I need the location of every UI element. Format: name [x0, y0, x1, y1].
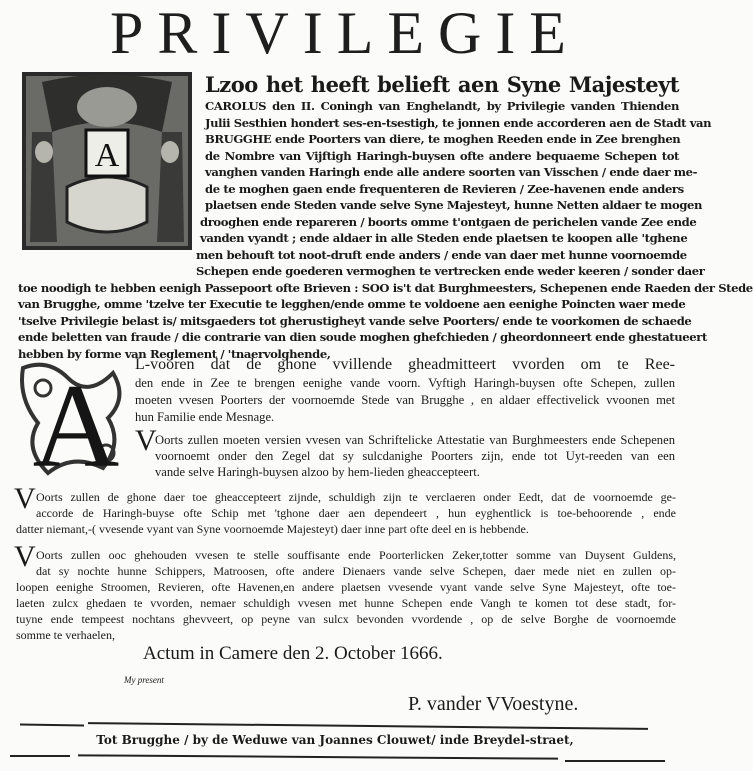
signature: P. vander VVoestyne.	[408, 693, 579, 715]
text-line: 'tselve Privilegie belast is/ mitsgaeders tot gherustigheyt vande selve Poorters/ ende te voorkomen de schaede	[18, 313, 692, 328]
text-line: Oorts zullen moeten versien vvesen van Schriftelicke Attestatie van Burghmeesters ende Schepenen	[155, 433, 675, 447]
text-line: somme te verhaelen,	[16, 628, 115, 642]
text-line: hebben by forme van Reglement / 'tnaervolghende,	[18, 346, 331, 361]
text-line: vande selve Haringh-buysen alzoo by hem-lieden gheaccepteert.	[155, 465, 480, 479]
text-line: accorde de Haringh-buyse ofte Schip met 'tghone daer aen dependeert , hun eyghentlick is toe-behoorende , ende	[36, 506, 676, 520]
text-line: Oorts zullen de ghone daer toe gheaccepteert zijnde, schuldigh zijn te verclaeren onder Eedt, dat de voornoemde ge-	[36, 490, 676, 504]
text-line: moeten vvesen Poorters der voornoemde Stede van Brugghe , en aldaer effectivelick vvoonen met	[135, 393, 675, 407]
divider	[565, 760, 665, 762]
woodcut-illustration	[22, 72, 192, 250]
initial-letter: A	[32, 359, 120, 492]
text-line: BRUGGHE ende Poorters van diere, te moghen Reeden ende in Zee brenghen	[205, 132, 681, 146]
dated-line: Actum in Camere den 2. October 1666.	[143, 643, 443, 664]
initial-v: V	[14, 482, 36, 515]
text-line: CAROLUS den II. Coningh van Enghelandt, by Privilegie vanden Thienden	[205, 99, 679, 113]
text-line: datter niemant,-( vvesende vyant van Syne voornoemde Majesteyt) daer inne part ofte deel en is hebbende.	[16, 522, 529, 536]
text-line: ende beletten van fraude / die contrarie van dien soude moghen ghefchieden / gheordonneert ende ghestatueert	[18, 330, 707, 344]
text-line: toe noodigh te hebben eenigh Passepoort ofte Brieven : SOO is't dat Burghmeesters, Schepenen ende Raeden der Stede	[18, 280, 753, 295]
text-line: vanghen vanden Haringh ende alle andere soorten van Visschen / ende daer me-	[205, 165, 698, 179]
text-line: hun Familie ende Mesnage.	[135, 410, 275, 424]
woodcut-letter: A	[94, 137, 120, 174]
present-note: My present	[124, 675, 164, 685]
initial-v: V	[135, 424, 157, 457]
text-line: laeten zulcx ghedaen te vvorden, nemaer schuldigh vvesen met hunne Schepen ende Vangh te komen tot dese stadt, for-	[16, 596, 676, 610]
text-line: tuyne ende tempeest nochtans ghevveert, op peyne van sulcx bevonden vvordende , op de selve Borghe de voornoemde	[16, 612, 676, 626]
text-line: van Brugghe, omme 'tzelve ter Executie te legghen/ende omme te voldoene aen eenighe Poincten waer mede	[18, 297, 686, 311]
text-line: loopen eenighe Stroomen, Revieren, ofte Havenen,en andere plaetsen vvesende vyant vande selve Syne Majesteyt, ofte toe-	[16, 580, 676, 594]
decorated-initial	[18, 358, 130, 492]
text-line: de Nombre van Vijftigh Haringh-buysen ofte andere bequaeme Schepen tot	[205, 148, 679, 163]
initial-v: V	[14, 540, 36, 573]
text-line: vanden vyandt ; ende aldaer in alle Steden ende plaetsen te koopen alle 'tghene	[200, 231, 688, 245]
text-line: Oorts zullen ooc ghehouden vvesen te stelle souffisante ende Poorterlicken Zeker,totter somme van Duysent Guldens,	[36, 548, 676, 562]
text-line: Schepen ende goederen vermoghen te vertrecken ende weder keeren / sonder daer	[196, 264, 705, 278]
divider	[78, 754, 558, 759]
divider	[10, 755, 70, 757]
text-line: L-vooren dat de ghone vvillende gheadmitteert vvorden om te Ree-	[135, 356, 675, 373]
text-line: voornoemt onder den Zegel dat sy sulcdanighe Poorters zijn, ende tot Uyt-reeden van een	[155, 449, 675, 463]
text-line: de te moghen gaen ende frequenteren de Revieren / Zee-havenen ende anders	[205, 181, 684, 196]
divider	[88, 722, 648, 730]
imprint: Tot Brugghe / by de Weduwe van Joannes Clouwet/ inde Breydel-straet,	[96, 733, 574, 747]
text-line: Julii Sesthien hondert ses-en-tsestigh, te jonnen ende accorderen aen de Stadt van	[205, 115, 712, 130]
intro-heading: Lzoo het heeft belieft aen Syne Majesteyt	[205, 72, 679, 97]
text-line: dat sy nochte hunne Schippers, Matroosen, ofte andere Dienaers vande selve Schepen, daer mede niet en zullen op-	[36, 564, 676, 578]
document-title: PRIVILEGIE	[110, 0, 580, 66]
divider	[20, 723, 84, 726]
text-line: plaetsen ende Steden vande selve Syne Majesteyt, hunne Netten aldaer te mogen	[205, 198, 703, 212]
text-line: drooghen ende repareren / boorts omme t'ontgaen de perichelen vande Zee ende	[200, 214, 697, 229]
text-line: men behouft tot noot-druft ende anders / ende van daer met hunne voornoemde	[196, 247, 687, 262]
text-line: den ende in Zee te brengen eenighe vande voorn. Vyftigh Haringh-buysen ofte Schepen, zullen	[135, 376, 675, 390]
